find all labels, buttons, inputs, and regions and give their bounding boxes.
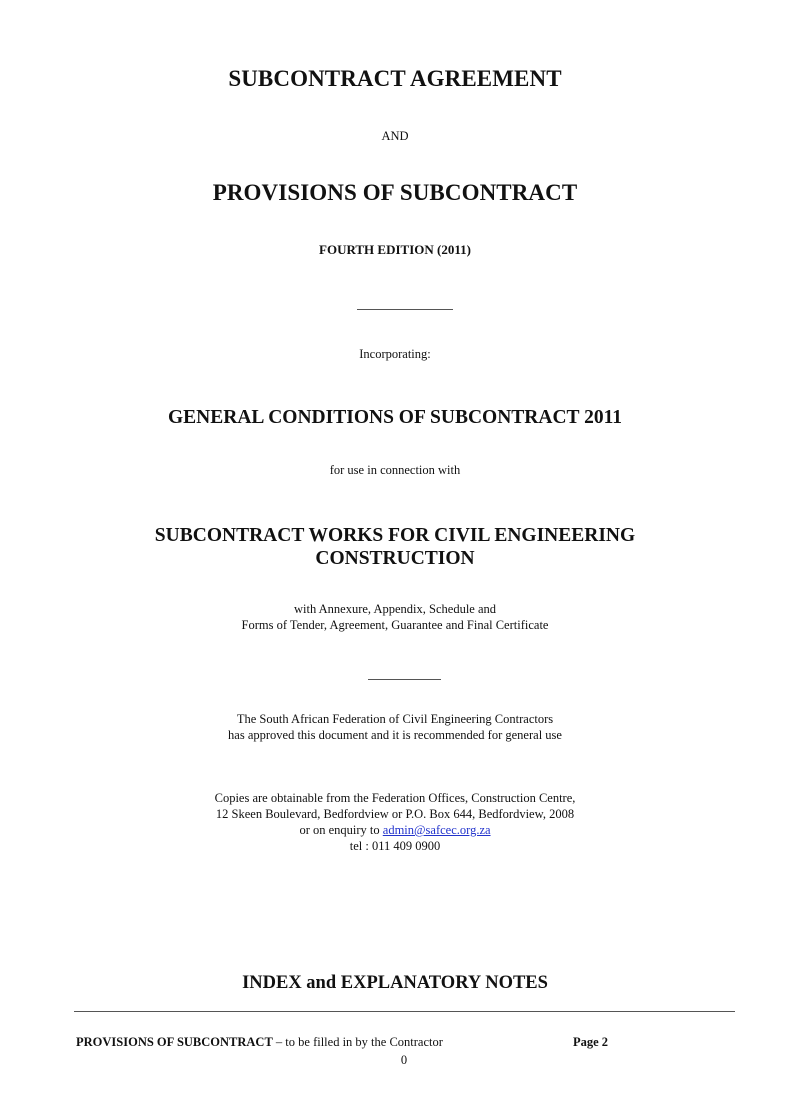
works-title-line-2: CONSTRUCTION [315, 548, 475, 569]
approval-line-1: The South African Federation of Civil Engineering Contractors [236, 712, 554, 726]
page-label: Page 2 [573, 1035, 609, 1049]
edition-label: FOURTH EDITION (2011) [319, 242, 471, 257]
divider-rule [357, 309, 453, 310]
email-link[interactable]: admin@safcec.org.za [382, 823, 491, 837]
enquiry-prefix: or on enquiry to [299, 823, 383, 837]
footer-section-rest: – to be filled in by the Contractor [272, 1035, 443, 1049]
annexure-line-2: Forms of Tender, Agreement, Guarantee and Final Certificate [241, 618, 549, 632]
index-heading: INDEX and EXPLANATORY NOTES [242, 973, 548, 993]
conjunction-text: AND [381, 129, 409, 143]
divider-rule [368, 679, 441, 680]
works-title-line-1: SUBCONTRACT WORKS FOR CIVIL ENGINEERING [154, 525, 636, 546]
page-number-below: 0 [400, 1053, 408, 1067]
incorporating-label: Incorporating: [359, 347, 431, 361]
annexure-line-1: with Annexure, Appendix, Schedule and [293, 602, 497, 616]
connection-text: for use in connection with [329, 463, 461, 477]
footer-section-bold: PROVISIONS OF SUBCONTRACT [76, 1035, 273, 1049]
telephone-text: tel : 011 409 0900 [349, 839, 441, 853]
footer-rule [74, 1011, 735, 1012]
approval-line-2: has approved this document and it is recommended for general use [228, 728, 562, 742]
footer-section-label [76, 1035, 443, 1050]
document-subtitle: PROVISIONS OF SUBCONTRACT [212, 180, 578, 205]
document-title: SUBCONTRACT AGREEMENT [228, 66, 562, 91]
copies-line-2: 12 Skeen Boulevard, Bedfordview or P.O. Box 644, Bedfordview, 2008 [215, 807, 575, 821]
conditions-title: GENERAL CONDITIONS OF SUBCONTRACT 2011 [167, 407, 622, 428]
copies-line-1: Copies are obtainable from the Federation Offices, Construction Centre, [214, 791, 576, 805]
enquiry-line [0, 822, 790, 838]
